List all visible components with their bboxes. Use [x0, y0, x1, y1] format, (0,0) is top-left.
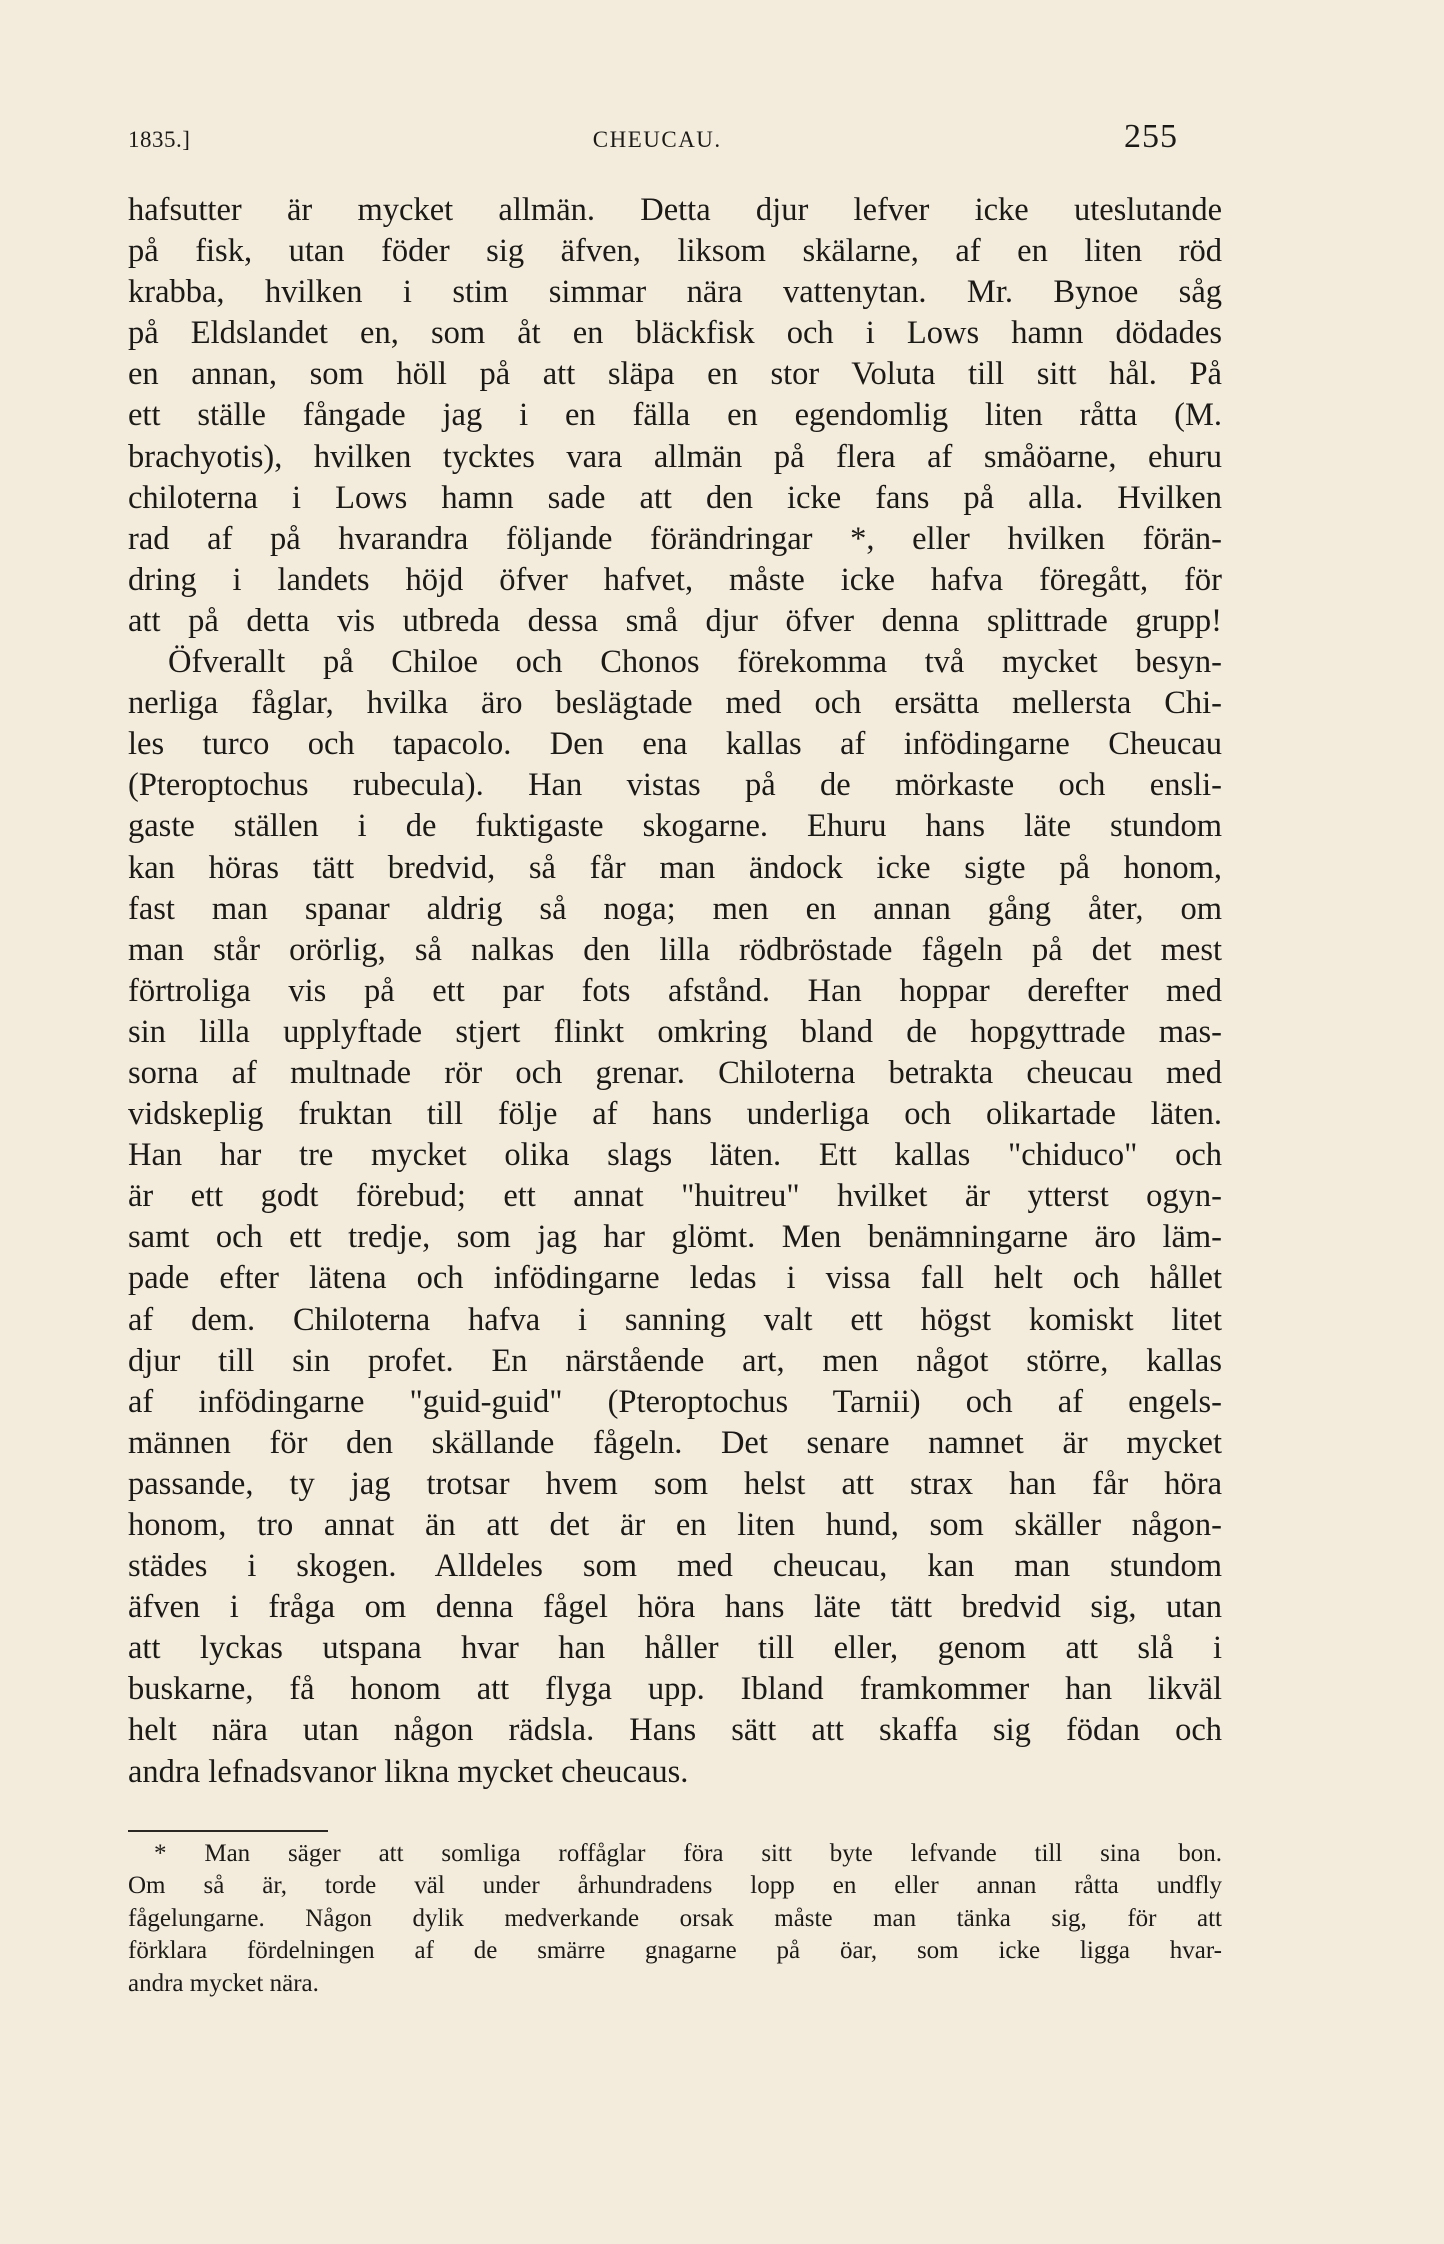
footnote-line: fågelungarne. Någon dylik medverkande orsak måste man tänka sig, för att — [128, 1904, 1222, 1932]
text-line: sin lilla upplyftade stjert flinkt omkring bland de hopgyttrade mas- — [128, 1013, 1222, 1050]
text-line: på fisk, utan föder sig äfven, liksom skälarne, af en liten röd — [128, 233, 1222, 270]
running-header — [128, 118, 1178, 168]
text-line: (Pteroptochus rubecula). Han vistas på de mörkaste och ensli- — [128, 767, 1222, 804]
text-line: på Eldslandet en, som åt en bläckfisk och i Lows hamn dödades — [128, 315, 1222, 352]
page-number: 255 — [1124, 118, 1178, 155]
text-line: brachyotis), hvilken tycktes vara allmän på flera af småöarne, ehuru — [128, 438, 1222, 475]
text-line: samt och ett tredje, som jag har glömt. Men benämningarne äro läm- — [128, 1219, 1222, 1256]
footnote-line: Om så är, torde väl under århundradens lopp en eller annan råtta undfly — [128, 1872, 1222, 1900]
text-line: af infödingarne "guid-guid" (Pteroptochus Tarnii) och af engels- — [128, 1383, 1222, 1420]
text-line: buskarne, få honom att flyga upp. Ibland framkommer han likväl — [128, 1671, 1222, 1708]
text-line: förtroliga vis på ett par fots afstånd. Han hoppar derefter med — [128, 972, 1222, 1009]
text-line: städes i skogen. Alldeles som med cheucau, kan man stundom — [128, 1548, 1222, 1585]
text-line: les turco och tapacolo. Den ena kallas af infödingarne Cheucau — [128, 726, 1222, 763]
text-line: äfven i fråga om denna fågel höra hans läte tätt bredvid sig, utan — [128, 1589, 1222, 1626]
text-line: honom, tro annat än att det är en liten hund, som skäller någon- — [128, 1507, 1222, 1543]
footnote-line: * Man säger att somliga roffåglar föra sitt byte lefvande till sina bon. — [154, 1840, 1222, 1867]
footnote-line: förklara fördelningen af de smärre gnagarne på öar, som icke ligga hvar- — [128, 1937, 1222, 1965]
text-line: att på detta vis utbreda dessa små djur öfver denna splittrade grupp! — [128, 602, 1222, 639]
footnote — [128, 1838, 1222, 2000]
text-line: djur till sin profet. En närstående art, men något större, kallas — [128, 1342, 1222, 1379]
text-line: männen för den skällande fågeln. Det senare namnet är mycket — [128, 1424, 1222, 1461]
text-line: en annan, som höll på att släpa en stor Voluta till sitt hål. På — [128, 356, 1222, 393]
body-text — [128, 190, 1222, 1793]
text-line: är ett godt förebud; ett annat "huitreu" hvilket är ytterst ogyn- — [128, 1178, 1222, 1215]
text-line: krabba, hvilken i stim simmar nära vattenytan. Mr. Bynoe såg — [128, 274, 1222, 311]
text-line: man står orörlig, så nalkas den lilla rödbröstade fågeln på det mest — [128, 931, 1222, 968]
text-line: Han har tre mycket olika slags läten. Ett kallas "chiduco" och — [128, 1137, 1222, 1174]
text-line: pade efter lätena och infödingarne ledas i vissa fall helt och hållet — [128, 1260, 1222, 1297]
text-line: kan höras tätt bredvid, så får man ändock icke sigte på honom, — [128, 849, 1222, 886]
text-line: ett ställe fångade jag i en fälla en egendomlig liten råtta (M. — [128, 397, 1222, 434]
text-line: vidskeplig fruktan till följe af hans underliga och olikartade läten. — [128, 1096, 1222, 1133]
text-line: nerliga fåglar, hvilka äro beslägtade med och ersätta mellersta Chi- — [128, 685, 1222, 722]
text-line: helt nära utan någon rädsla. Hans sätt att skaffa sig födan och — [128, 1712, 1222, 1749]
text-line: andra lefnadsvanor likna mycket cheucaus. — [128, 1753, 689, 1790]
text-line: chiloterna i Lows hamn sade att den icke fans på alla. Hvilken — [128, 479, 1222, 516]
text-line: rad af på hvarandra följande förändringar *, eller hvilken förän- — [128, 520, 1222, 557]
text-line: dring i landets höjd öfver hafvet, måste icke hafva föregått, för — [128, 561, 1222, 598]
footnote-divider — [128, 1830, 328, 1832]
text-line: hafsutter är mycket allmän. Detta djur lefver icke uteslutande — [128, 192, 1222, 228]
header-title: CHEUCAU. — [592, 127, 722, 152]
footnote-line: andra mycket nära. — [128, 1969, 319, 1997]
text-line: sorna af multnade rör och grenar. Chiloterna betrakta cheucau med — [128, 1054, 1222, 1091]
header-year: 1835.] — [128, 127, 191, 152]
text-line: fast man spanar aldrig så noga; men en annan gång åter, om — [128, 890, 1222, 927]
text-line: Öfverallt på Chiloe och Chonos förekomma två mycket besyn- — [168, 644, 1222, 681]
text-line: passande, ty jag trotsar hvem som helst att strax han får höra — [128, 1465, 1222, 1502]
text-line: af dem. Chiloterna hafva i sanning valt ett högst komiskt litet — [128, 1301, 1222, 1338]
text-line: att lyckas utspana hvar han håller till eller, genom att slå i — [128, 1630, 1222, 1667]
text-line: gaste ställen i de fuktigaste skogarne. Ehuru hans läte stundom — [128, 808, 1222, 845]
